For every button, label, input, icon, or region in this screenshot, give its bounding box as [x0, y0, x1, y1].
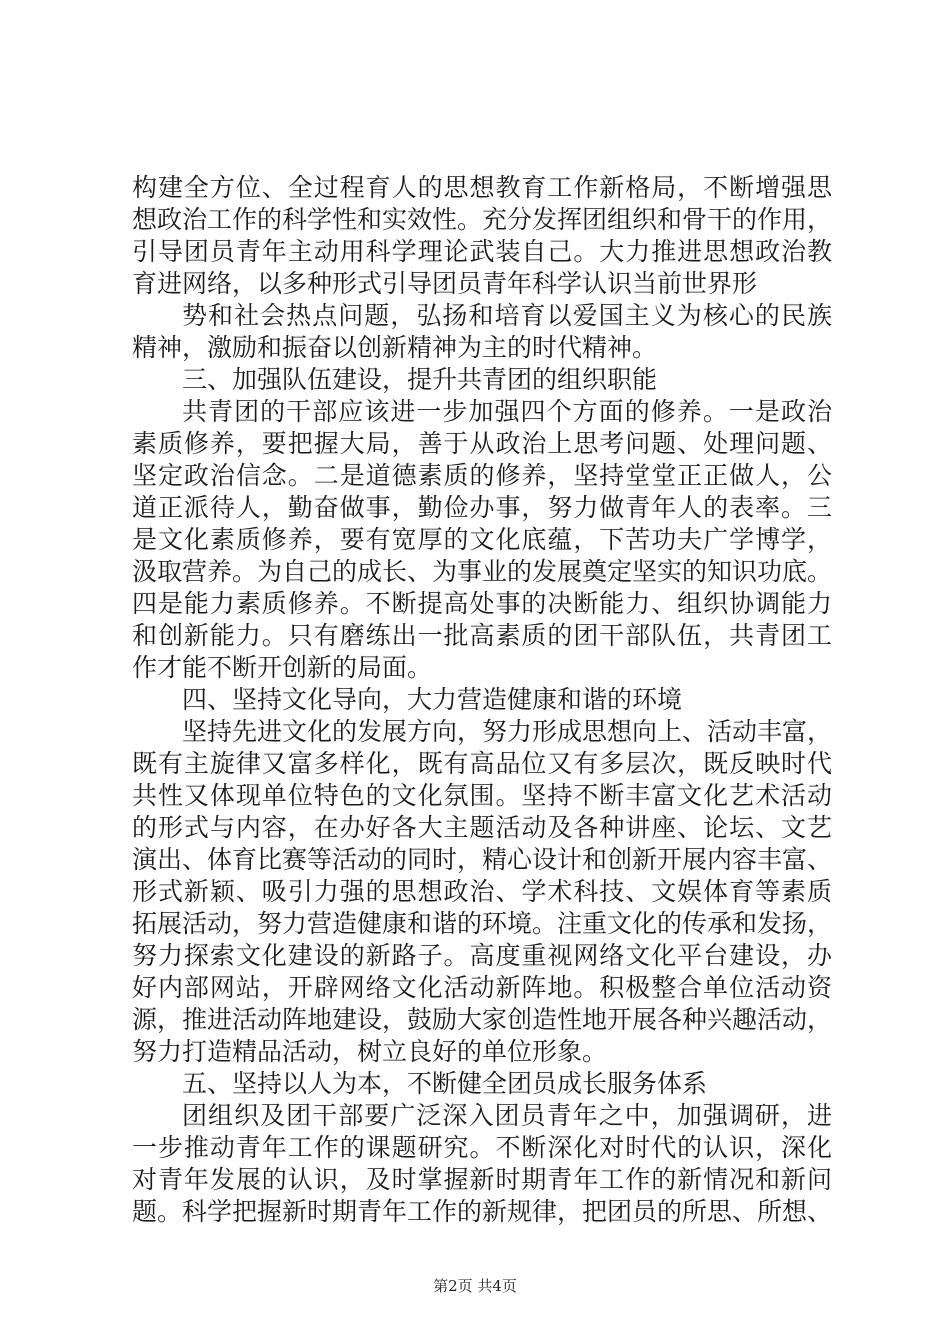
text-line: 和创新能力。只有磨练出一批高素质的团干部队伍，共青团工 — [132, 621, 832, 650]
text-line: 对青年发展的认识，及时掌握新时期青年工作的新情况和新问 — [132, 1165, 832, 1194]
text-line: 团组织及团干部要广泛深入团员青年之中，加强调研，进 — [182, 1101, 832, 1130]
text-line: 四是能力素质修养。不断提高处事的决断能力、组织协调能力 — [132, 589, 832, 618]
text-line: 努力打造精品活动，树立良好的单位形象。 — [132, 1037, 608, 1066]
text-line: 构建全方位、全过程育人的思想教育工作新格局，不断增强思 — [132, 173, 832, 202]
document-body — [132, 172, 832, 1228]
text-line: 育进网络，以多种形式引导团员青年科学认识当前世界形 — [132, 269, 758, 298]
text-line: 引导团员青年主动用科学理论武装自己。大力推进思想政治教 — [132, 237, 832, 266]
text-line: 好内部网站，开辟网络文化活动新阵地。积极整合单位活动资 — [132, 973, 832, 1002]
text-line: 势和社会热点问题，弘扬和培育以爱国主义为核心的民族 — [182, 301, 832, 330]
text-line: 演出、体育比赛等活动的同时，精心设计和创新开展内容丰富、 — [132, 845, 832, 874]
text-line: 坚持先进文化的发展方向，努力形成思想向上、活动丰富， — [182, 717, 832, 746]
text-line: 共青团的干部应该进一步加强四个方面的修养。一是政治 — [182, 397, 832, 426]
text-line: 共性又体现单位特色的文化氛围。坚持不断丰富文化艺术活动 — [132, 781, 832, 810]
text-line: 五、坚持以人为本，不断健全团员成长服务体系 — [182, 1069, 708, 1098]
text-line: 素质修养，要把握大局，善于从政治上思考问题、处理问题、 — [132, 429, 832, 458]
text-line: 作才能不断开创新的局面。 — [132, 653, 433, 682]
text-line: 源，推进活动阵地建设，鼓励大家创造性地开展各种兴趣活动， — [132, 1005, 832, 1034]
text-line: 三、加强队伍建设，提升共青团的组织职能 — [182, 365, 658, 394]
text-line: 的形式与内容，在办好各大主题活动及各种讲座、论坛、文艺 — [132, 813, 832, 842]
page-footer: 第2页 共4页 — [433, 1277, 517, 1295]
text-line: 四、坚持文化导向，大力营造健康和谐的环境 — [182, 685, 683, 714]
text-line: 道正派待人，勤奋做事，勤俭办事，努力做青年人的表率。三 — [132, 493, 832, 522]
text-line: 精神，激励和振奋以创新精神为主的时代精神。 — [132, 333, 658, 362]
text-line: 拓展活动，努力营造健康和谐的环境。注重文化的传承和发扬， — [132, 909, 832, 938]
text-line: 一步推动青年工作的课题研究。不断深化对时代的认识，深化 — [132, 1133, 832, 1162]
text-line: 既有主旋律又富多样化，既有高品位又有多层次，既反映时代 — [132, 749, 832, 778]
text-line: 汲取营养。为自己的成长、为事业的发展奠定坚实的知识功底。 — [132, 557, 832, 586]
text-line: 题。科学把握新时期青年工作的新规律，把团员的所思、所想、 — [132, 1197, 832, 1226]
text-line: 形式新颖、吸引力强的思想政治、学术科技、文娱体育等素质 — [132, 877, 832, 906]
text-line: 坚定政治信念。二是道德素质的修养，坚持堂堂正正做人，公 — [132, 461, 832, 490]
text-line: 努力探索文化建设的新路子。高度重视网络文化平台建设，办 — [132, 941, 832, 970]
text-line: 想政治工作的科学性和实效性。充分发挥团组织和骨干的作用， — [132, 205, 832, 234]
text-line: 是文化素质修养，要有宽厚的文化底蕴，下苦功夫广学博学， — [132, 525, 832, 554]
